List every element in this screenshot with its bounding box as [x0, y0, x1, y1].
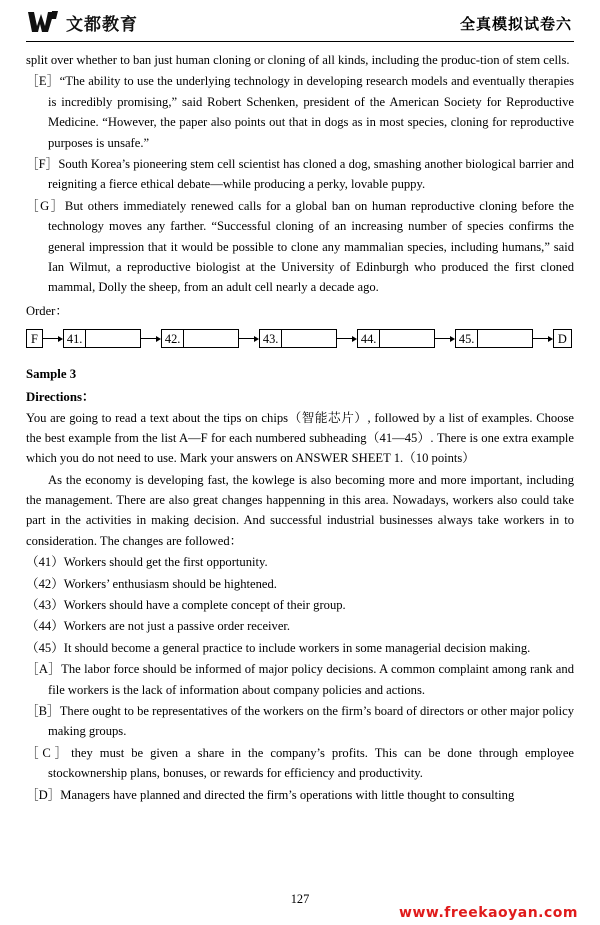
answer-blank-44[interactable]: [379, 330, 430, 347]
arrow-icon: [337, 333, 357, 344]
option-text-d: Managers have planned and directed the firm’s operations with little thought to consulting: [60, 787, 515, 802]
directions-label: Directions：: [26, 389, 95, 404]
chain-start-box: F: [26, 329, 43, 348]
option-b: [26, 701, 574, 742]
subheading-44: （44）Workers are not just a passive order receiver.: [26, 619, 291, 634]
document-body: [26, 42, 574, 805]
arrow-icon: [141, 333, 161, 344]
subheading-43: （43）Workers should have a complete concept of their group.: [26, 598, 346, 613]
exam-title: 全真模拟试卷六: [459, 14, 572, 33]
order-label: Order：: [26, 303, 68, 318]
item-text-e: “The ability to use the underlying technology in developing research models and eventually therapies is incredibly promising,” said Robert Schenken, president of the American Society for Reproductive Medicine. “However, the paper also points out that in dogs as in most species, cloning for reproductive purposes is unsafe.”: [48, 74, 574, 150]
brand-text: 文都教育: [66, 14, 138, 35]
answer-blank-42[interactable]: [183, 330, 234, 347]
item-label-g: ［G］: [26, 198, 65, 213]
answer-blank-41[interactable]: [85, 330, 136, 347]
item-label-f: ［F］: [26, 156, 59, 171]
item-text-g: But others immediately renewed calls for a global ban on human reproductive cloning before the technology moves any farther. “Successful cloning of an increasing number of species confirms the general impression that it would be possible to clone any mammalian species, including humans,” said Ian Wilmut, a reproductive biologist at the University of Edinburgh who produced the first cloned mammal, Dolly the sheep, from an adult cell nearly a decade ago.: [48, 198, 574, 295]
option-label-b: ［B］: [26, 703, 60, 718]
w-logo-icon: [26, 9, 60, 35]
page-number: 127: [290, 892, 310, 906]
option-label-a: ［A］: [26, 662, 62, 677]
answer-number-44: 44.: [360, 331, 377, 346]
directions-text: You are going to read a text about the tips on chips（智能芯片）, followed by a list of examples. Choose the best example from the list A—F for each numbered subheading（41—45）. There is one extra example which you do not need to use. Mark your answers on ANSWER SHEET 1.（10 points）: [26, 410, 574, 466]
answer-box-42[interactable]: [161, 329, 239, 348]
answer-number-42: 42.: [164, 331, 181, 346]
subheading-42: （42）Workers’ enthusiasm should be hightened.: [26, 576, 277, 591]
order-chain: [26, 329, 574, 348]
page-header: [26, 0, 574, 40]
arrow-icon: [43, 333, 63, 344]
sample-title: Sample 3: [26, 367, 77, 382]
answer-box-45[interactable]: [455, 329, 533, 348]
subheading-41: （41）Workers should get the first opportunity.: [26, 555, 268, 570]
option-d: [26, 785, 574, 805]
passage-paragraph: As the economy is developing fast, the kowlege is also becoming more and more important, including the management. There are also great changes happenning in this area. Nowadays, workers also could take part in the activities in making decision. And successful industrial businesses always take workers in to consideration. The changes are followed：: [26, 472, 574, 548]
option-text-a: The labor force should be informed of major policy decisions. A common complaint among rank and file workers is the lack of information about company policies and actions.: [48, 662, 574, 697]
option-a: [26, 659, 574, 700]
list-item: [26, 71, 574, 153]
answer-number-45: 45.: [458, 331, 475, 346]
answer-number-43: 43.: [262, 331, 279, 346]
watermark: www.freekaoyan.com: [399, 905, 578, 921]
answer-box-44[interactable]: [357, 329, 435, 348]
list-item: [26, 154, 574, 195]
arrow-icon: [239, 333, 259, 344]
subheading-45: （45）It should become a general practice to include workers in some managerial decision making.: [26, 640, 531, 655]
chain-end-box: D: [553, 329, 572, 348]
option-label-d: ［D］: [26, 787, 61, 802]
option-text-b: There ought to be representatives of the workers on the firm’s board of directors or other major policy making groups.: [48, 703, 575, 739]
option-label-c: ［C］: [26, 745, 72, 760]
item-text-f: South Korea’s pioneering stem cell scientist has cloned a dog, smashing another biological barrier and reigniting a fierce ethical debate—while producing a perky, lovable puppy.: [48, 156, 574, 192]
arrow-icon: [435, 333, 455, 344]
answer-blank-43[interactable]: [281, 330, 332, 347]
item-label-e: ［E］: [26, 74, 60, 89]
option-text-c: they must be given a share in the company’s profits. This can be done through employee stockownership plans, bonuses, or rewards for efficiency and productivity.: [48, 745, 574, 781]
list-item: [26, 196, 574, 298]
answer-number-41: 41.: [66, 331, 83, 346]
answer-box-41[interactable]: [63, 329, 141, 348]
brand: [26, 5, 138, 35]
option-c: [26, 743, 574, 784]
answer-blank-45[interactable]: [477, 330, 528, 347]
arrow-icon: [533, 333, 553, 344]
answer-box-43[interactable]: [259, 329, 337, 348]
continuation-paragraph: split over whether to ban just human cloning or cloning of all kinds, including the produc-tion of stem cells.: [26, 53, 570, 67]
